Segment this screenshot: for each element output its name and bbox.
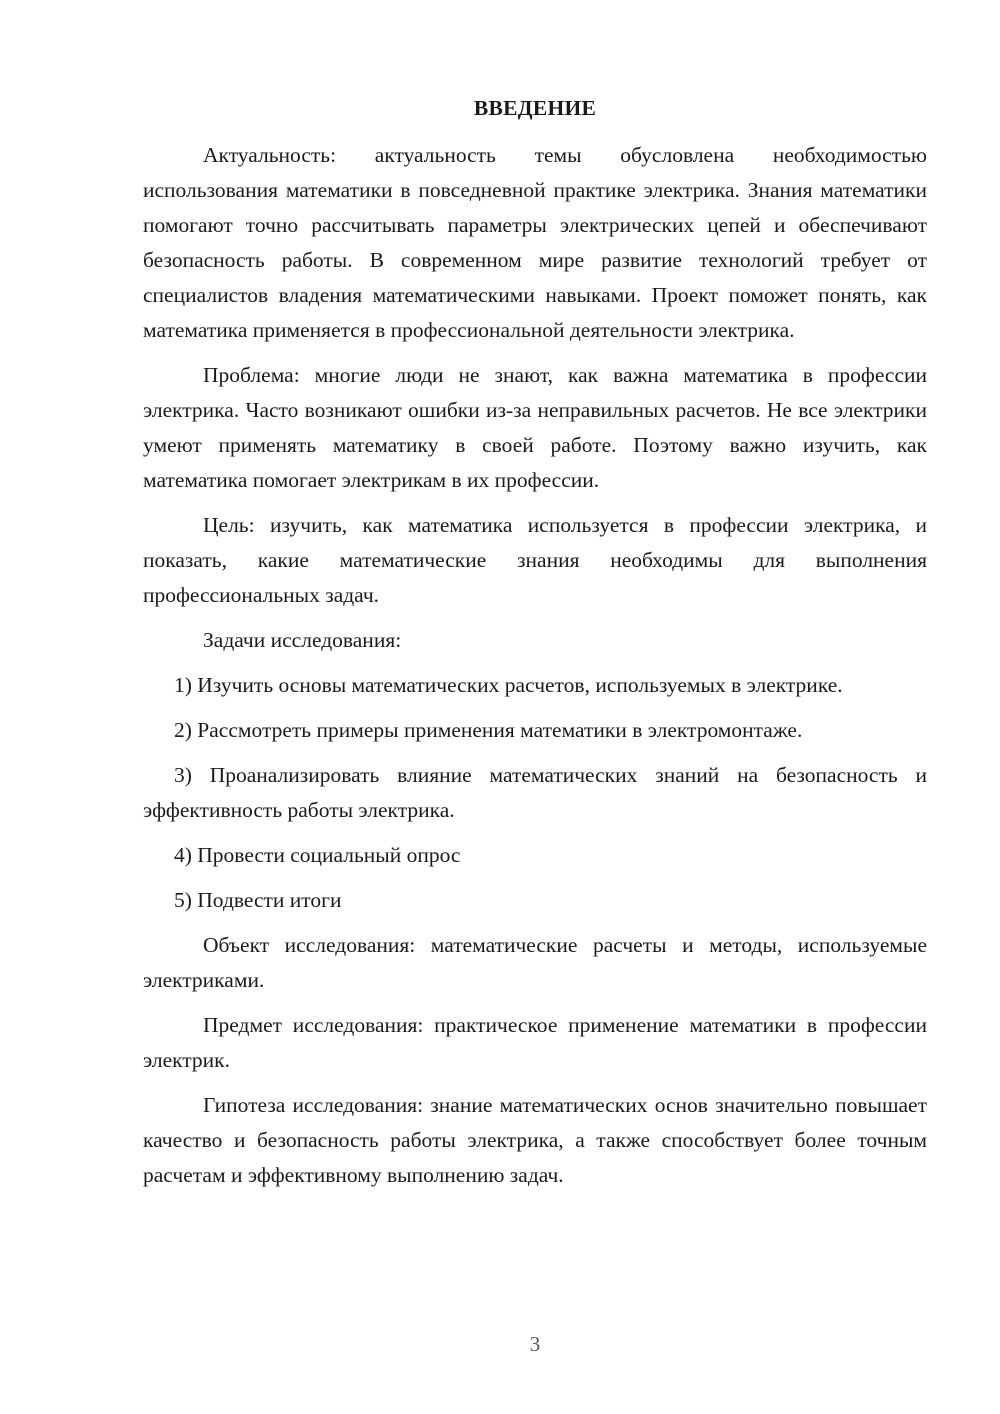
task-item: 5) Подвести итоги: [174, 888, 342, 912]
document-body: [143, 88, 927, 1203]
paragraph-problem: Проблема: многие люди не знают, как важна математика в профессии электрика. Часто возникают ошибки из-за неправильных расчетов. Не все электрики умеют применять математику в своей работе. Поэтому важно изучить, как математика помогает электрикам в их профессии.: [143, 363, 927, 492]
section-title: ВВЕДЕНИЕ: [473, 96, 597, 120]
paragraph-hypothesis: Гипотеза исследования: знание математических основ значительно повышает качество и безопасность работы электрика, а также способствует более точным расчетам и эффективному выполнению задач.: [143, 1093, 927, 1187]
paragraph-tasks-heading: Задачи исследования:: [203, 628, 402, 652]
paragraph-object: Объект исследования: математические расчеты и методы, используемые электриками.: [143, 933, 927, 992]
task-item: 2) Рассмотреть примеры применения математики в электромонтаже.: [174, 718, 803, 742]
task-item: 1) Изучить основы математических расчетов, используемых в электрике.: [174, 673, 843, 697]
task-item: 4) Провести социальный опрос: [174, 843, 461, 867]
task-item: 3) Проанализировать влияние математических знаний на безопасность и эффективность работы электрика.: [143, 763, 927, 822]
paragraph-subject: Предмет исследования: практическое применение математики в профессии электрик.: [143, 1013, 927, 1072]
page-number: 3: [529, 1332, 541, 1356]
paragraph-goal: Цель: изучить, как математика используется в профессии электрика, и показать, какие математические знания необходимы для выполнения профессиональных задач.: [143, 513, 927, 607]
paragraph-relevance: Актуальность: актуальность темы обусловлена необходимостью использования математики в повседневной практике электрика. Знания математики помогают точно рассчитывать параметры электрических цепей и обеспечивают безопасность работы. В современном мире развитие технологий требует от специалистов владения математическими навыками. Проект поможет понять, как математика применяется в профессиональной деятельности электрика.: [143, 143, 927, 342]
